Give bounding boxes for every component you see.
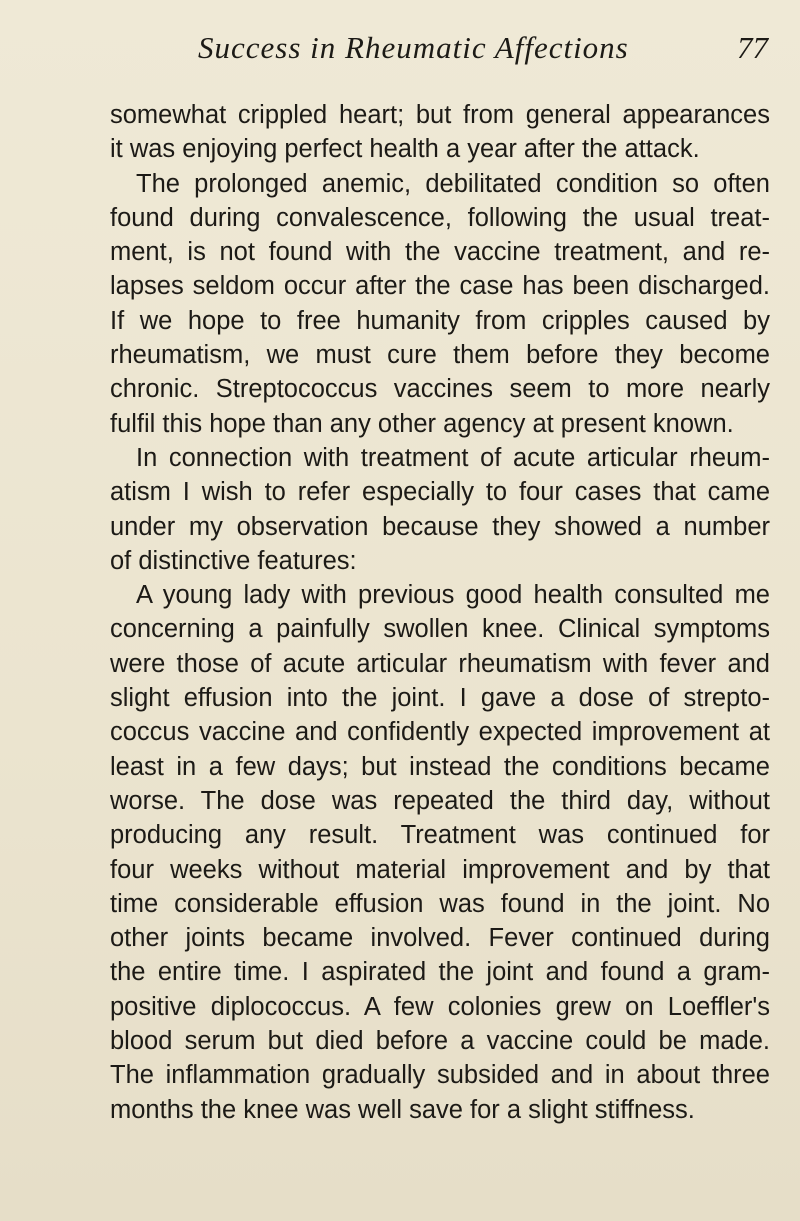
text-line: atism I wish to refer especially to four cases that came xyxy=(110,478,770,507)
paragraph-2 xyxy=(110,167,770,441)
text-line: producing any result. Treatment was continued for xyxy=(110,821,770,850)
text-line: under my observation because they showed a number xyxy=(110,512,770,541)
text-line: months the knee was well save for a slight stiffness. xyxy=(110,1095,695,1124)
text-line: positive diplococcus. A few colonies grew on Loeffler's xyxy=(110,992,770,1021)
running-head xyxy=(110,30,768,70)
text-line: rheumatism, we must cure them before they become xyxy=(110,341,770,370)
text-line: other joints became involved. Fever continued during xyxy=(110,924,770,953)
text-line: slight effusion into the joint. I gave a dose of strepto- xyxy=(110,684,770,713)
text-line: time considerable effusion was found in the joint. No xyxy=(110,889,770,918)
text-line: If we hope to free humanity from cripples caused by xyxy=(110,306,770,335)
text-line: lapses seldom occur after the case has been discharged. xyxy=(110,272,770,301)
running-head-title: Success in Rheumatic Affections xyxy=(198,30,629,65)
text-line: it was enjoying perfect health a year after the attack. xyxy=(110,135,700,164)
text-line: coccus vaccine and confidently expected improvement at xyxy=(110,718,770,747)
text-line: were those of acute articular rheumatism with fever and xyxy=(110,649,770,678)
page-number: 77 xyxy=(737,30,768,65)
text-line: somewhat crippled heart; but from general appearances xyxy=(110,101,770,129)
text-line: A young lady with previous good health consulted me xyxy=(136,581,770,610)
text-line: blood serum but died before a vaccine could be made. xyxy=(110,1027,770,1056)
text-line: concerning a painfully swollen knee. Clinical symptoms xyxy=(110,615,770,644)
text-line: the entire time. I aspirated the joint and found a gram- xyxy=(110,958,770,987)
text-line: ment, is not found with the vaccine treatment, and re- xyxy=(110,238,770,267)
text-line: chronic. Streptococcus vaccines seem to more nearly xyxy=(110,375,770,404)
paragraph-1 xyxy=(110,98,770,167)
text-line: fulfil this hope than any other agency at present known. xyxy=(110,409,734,438)
text-line: of distinctive features: xyxy=(110,546,357,575)
text-line: least in a few days; but instead the conditions became xyxy=(110,752,770,781)
text-line: worse. The dose was repeated the third day, without xyxy=(110,786,770,815)
text-line: The inflammation gradually subsided and in about three xyxy=(110,1061,770,1090)
body-text xyxy=(110,98,770,1127)
paragraph-4 xyxy=(110,578,770,1127)
text-line: In connection with treatment of acute articular rheum- xyxy=(136,443,770,472)
text-line: The prolonged anemic, debilitated condition so often xyxy=(136,169,770,198)
paragraph-3 xyxy=(110,441,770,578)
text-line: four weeks without material improvement and by that xyxy=(110,855,770,884)
text-line: found during convalescence, following the usual treat- xyxy=(110,203,770,232)
